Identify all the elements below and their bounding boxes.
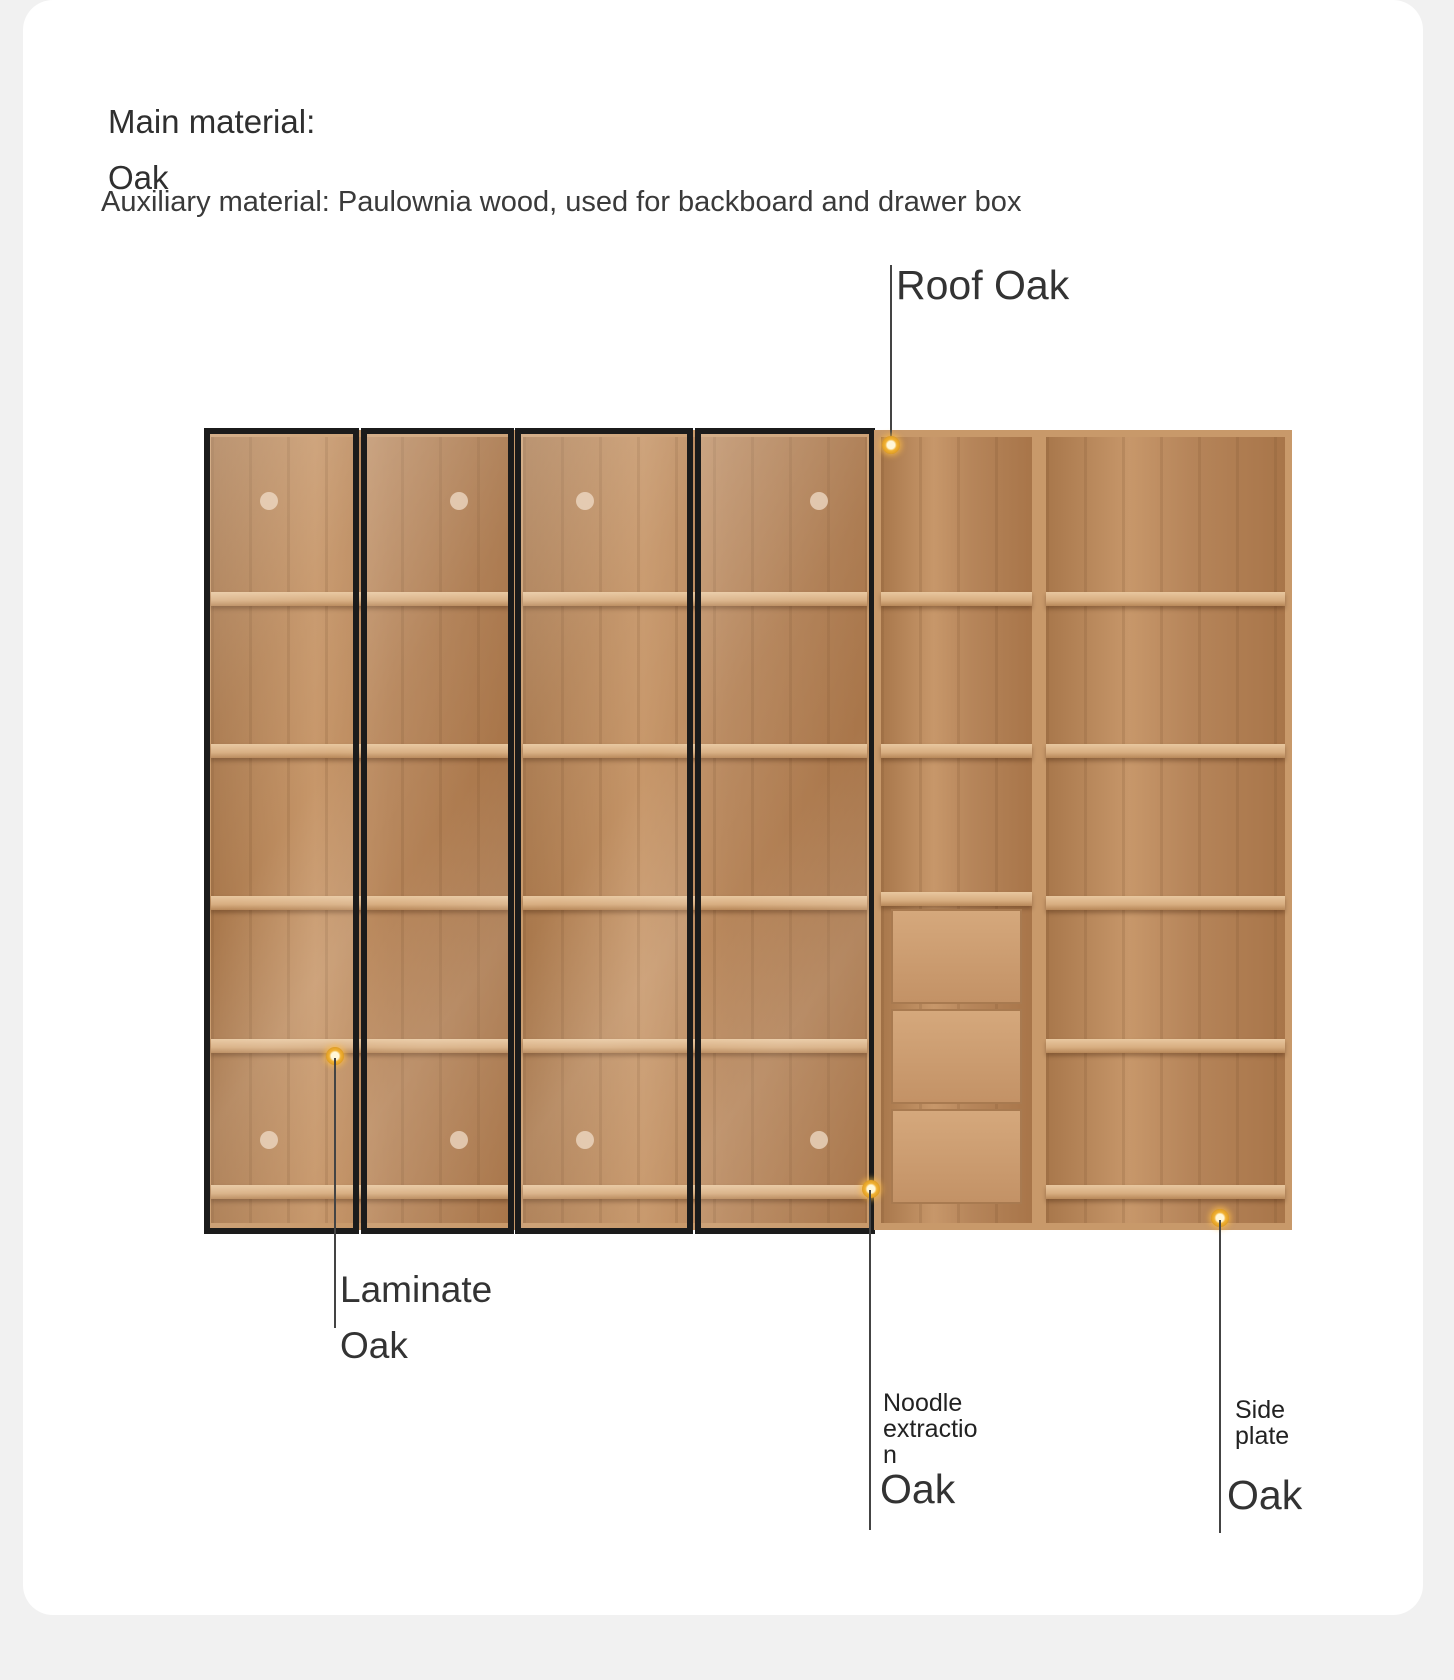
side-material: Oak	[1227, 1472, 1303, 1518]
glass-door-2	[361, 428, 514, 1234]
glass-door-3	[515, 428, 693, 1234]
auxiliary-material-text: Auxiliary material: Paulownia wood, used for backboard and drawer box	[101, 186, 1022, 218]
bookcase-illustration	[204, 430, 1292, 1232]
drawer-1	[891, 909, 1022, 1004]
drawer-3	[891, 1109, 1022, 1204]
main-material-value-clip	[108, 155, 188, 196]
noodle-callout-line	[869, 1190, 871, 1530]
roof-marker	[882, 436, 900, 454]
laminate-callout-line	[334, 1058, 336, 1328]
laminate-material: Oak	[340, 1325, 408, 1366]
noodle-label: Noodle extractio n	[883, 1389, 978, 1469]
roof-label: Roof Oak	[896, 262, 1070, 308]
open-shelf-cabinet	[1039, 430, 1292, 1230]
side-callout-line	[1219, 1220, 1221, 1533]
laminate-label: Laminate	[340, 1269, 493, 1310]
drawer-cabinet	[874, 430, 1039, 1230]
noodle-material: Oak	[880, 1466, 956, 1512]
drawer-2	[891, 1009, 1022, 1104]
glass-door-4	[695, 428, 875, 1234]
side-label: Side plate	[1235, 1396, 1290, 1450]
noodle-marker	[862, 1180, 880, 1198]
roof-callout-line	[890, 265, 892, 445]
main-material-label: Main material:	[108, 103, 316, 140]
main-material-value: Oak	[108, 159, 169, 196]
